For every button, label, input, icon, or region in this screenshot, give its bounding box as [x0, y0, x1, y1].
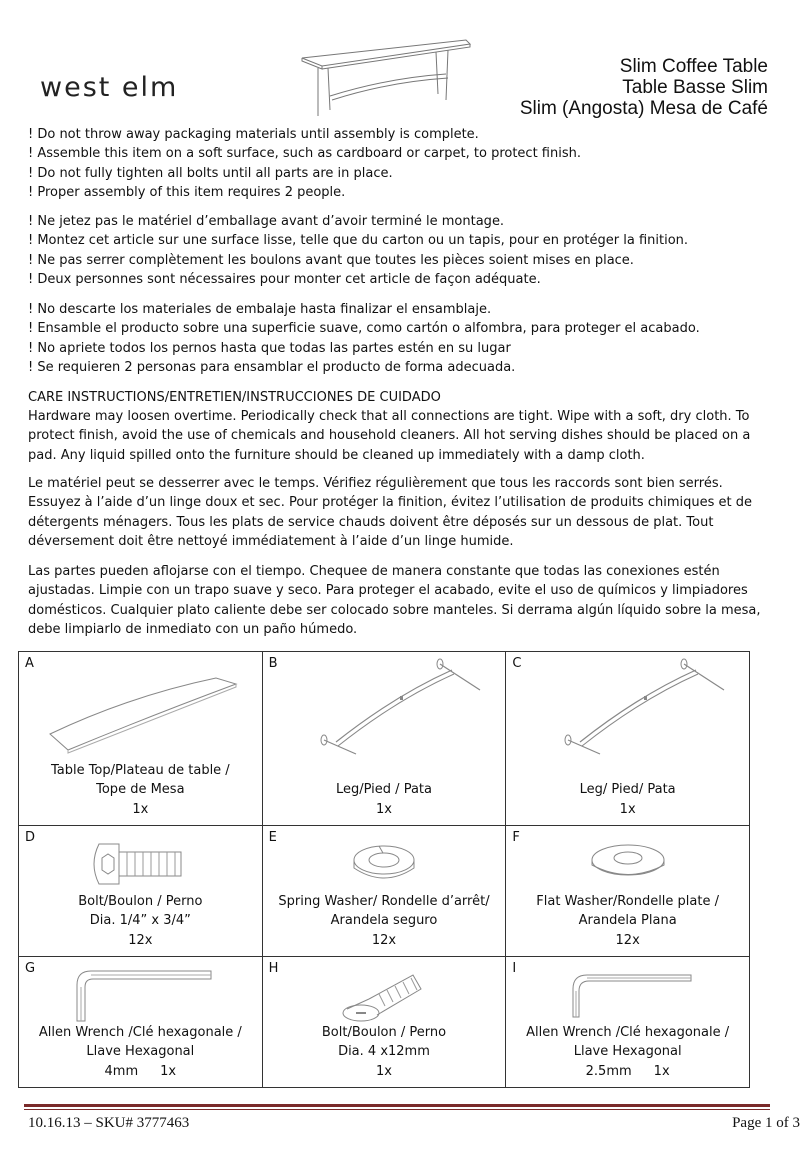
part-letter: F	[512, 830, 520, 845]
note-line: ! No apriete todos los pernos hasta que todas las partes estén en su lugar	[28, 340, 511, 356]
title-french: Table Basse Slim	[622, 77, 768, 98]
part-name-line: Arandela Plana	[578, 913, 677, 929]
part-size: 4mm	[104, 1063, 139, 1079]
part-quantity: 12x	[615, 932, 640, 948]
brand-logo: west elm	[40, 72, 179, 103]
title-english: Slim Coffee Table	[619, 56, 768, 77]
care-english: Hardware may loosen overtime. Periodically check that all connections are tight. Wipe with a soft, dry cloth. To protect finish, avoid the use of chemicals and household cleaners. All hot serving dishes should be placed on a pad. Any liquid spilled onto the furniture should be cleaned up immediately with a damp cloth.	[28, 409, 751, 463]
footer-page-number: Page 1 of 3	[732, 1115, 800, 1131]
product-title	[520, 56, 768, 119]
part-letter: A	[25, 656, 34, 671]
footer-date-sku: 10.16.13 – SKU# 3777463	[28, 1115, 190, 1131]
part-letter: H	[268, 961, 279, 976]
part-name-line: Arandela seguro	[330, 913, 438, 929]
note-line: ! Do not throw away packaging materials until assembly is complete.	[28, 127, 479, 142]
note-line: ! Se requieren 2 personas para ensamblar el producto de forma adecuada.	[28, 359, 516, 375]
title-spanish: Slim (Angosta) Mesa de Café	[519, 98, 768, 119]
flat-washer-icon	[588, 840, 668, 886]
part-name-line: Spring Washer/ Rondelle d’arrêt/	[278, 894, 490, 910]
parts-list-table	[18, 651, 750, 1088]
part-name-line: Llave Hexagonal	[573, 1044, 682, 1060]
notes-french	[28, 212, 688, 289]
part-name-line: Bolt/Boulon / Perno	[78, 894, 203, 910]
part-letter: D	[25, 830, 36, 845]
table-top-icon	[40, 666, 240, 756]
notes-spanish	[28, 300, 700, 377]
part-cell-i	[506, 957, 750, 1088]
spring-washer-icon	[349, 840, 419, 886]
leg-icon	[284, 656, 484, 756]
allen-wrench-icon	[563, 971, 693, 1021]
part-cell-g	[19, 957, 263, 1088]
part-cell-d	[19, 826, 263, 957]
part-cell-h	[262, 957, 506, 1088]
part-quantity: 1x	[376, 1063, 392, 1079]
socket-bolt-icon	[85, 834, 195, 894]
part-letter: C	[512, 656, 522, 671]
part-name-line: Allen Wrench /Clé hexagonale /	[38, 1025, 242, 1041]
part-quantity: 12x	[128, 932, 153, 948]
part-name-line: Llave Hexagonal	[86, 1044, 195, 1060]
note-line: ! Ne pas serrer complètement les boulons avant que toutes les pièces soient mises en place.	[28, 252, 634, 268]
note-line: ! Montez cet article sur une surface lisse, telle que du carton ou un tapis, pour en protéger la finition.	[28, 233, 689, 249]
part-letter: G	[25, 961, 36, 976]
care-heading: CARE INSTRUCTIONS/ENTRETIEN/INSTRUCCIONES DE CUIDADO	[28, 390, 441, 405]
part-size-quantity	[19, 1062, 262, 1081]
part-name-line: Leg/Pied / Pata	[335, 782, 432, 798]
part-quantity: 1x	[376, 801, 392, 817]
part-quantity: 1x	[132, 801, 149, 817]
part-cell-e	[262, 826, 506, 957]
part-letter: I	[512, 961, 517, 976]
part-quantity: 1x	[653, 1063, 670, 1079]
part-cell-b	[262, 652, 506, 826]
part-name-line: Dia. 1/4” x 3/4”	[89, 913, 191, 929]
part-cell-a	[19, 652, 263, 826]
part-name-line: Table Top/Plateau de table /	[50, 763, 230, 779]
part-size: 2.5mm	[585, 1063, 632, 1079]
part-size-quantity	[506, 1062, 749, 1081]
coffee-table-illustration-icon	[298, 38, 474, 120]
note-line: ! Ne jetez pas le matériel d’emballage avant d’avoir terminé le montage.	[28, 214, 505, 229]
part-letter: B	[268, 656, 278, 671]
part-name-line: Allen Wrench /Clé hexagonale /	[526, 1025, 730, 1041]
part-name-line: Dia. 4 x12mm	[338, 1044, 430, 1060]
part-quantity: 1x	[619, 801, 636, 817]
part-name-line: Flat Washer/Rondelle plate /	[536, 894, 719, 910]
note-line: ! Do not fully tighten all bolts until all parts are in place.	[28, 165, 393, 181]
part-quantity: 1x	[160, 1063, 177, 1079]
footer-rule-thick	[24, 1104, 770, 1107]
note-line: ! Ensamble el producto sobre una superficie suave, como cartón o alfombra, para proteger el acabado.	[28, 321, 700, 337]
footer-rule-thin	[24, 1109, 770, 1110]
care-spanish: Las partes pueden aflojarse con el tiempo. Chequee de manera constante que todas las conexiones estén ajustadas. Limpie con un trapo suave y seco. Para proteger el acabado, evite el uso de químicos y limpiadores domésticos. Cualquier plato caliente debe ser colocado sobre manteles. Si derrama algún líquido sobre la mesa, debe limpiarlo de inmediato con un paño húmedo.	[28, 564, 761, 637]
part-letter: E	[268, 830, 277, 845]
notes-english	[28, 125, 581, 202]
note-line: ! Deux personnes sont nécessaires pour monter cet article de façon adéquate.	[28, 271, 541, 287]
part-name-line: Leg/ Pied/ Pata	[579, 782, 676, 798]
part-cell-c	[506, 652, 750, 826]
footer-divider	[24, 1104, 770, 1112]
leg-icon	[528, 656, 728, 756]
allen-wrench-icon	[65, 965, 215, 1025]
part-quantity: 12x	[371, 932, 397, 948]
part-name-line: Tope de Mesa	[96, 782, 185, 798]
note-line: ! Assemble this item on a soft surface, such as cardboard or carpet, to protect finish.	[28, 146, 581, 162]
note-line: ! No descarte los materiales de embalaje hasta finalizar el ensamblaje.	[28, 302, 492, 317]
part-cell-f	[506, 826, 750, 957]
note-line: ! Proper assembly of this item requires 2 people.	[28, 184, 346, 200]
part-name-line: Bolt/Boulon / Perno	[321, 1025, 447, 1041]
care-french: Le matériel peut se desserrer avec le temps. Vérifiez régulièrement que tous les raccords sont bien serrés. Essuyez à l’aide d’un linge doux et sec. Pour protéger la finition, évitez l’utilisation de produits chimiques et de détergents ménagers. Tous les plats de service chauds doivent être déposés sur un dessous de plat. Tout déversement doit être nettoyé immédiatement à l’aide d’un linge humide.	[28, 476, 752, 549]
